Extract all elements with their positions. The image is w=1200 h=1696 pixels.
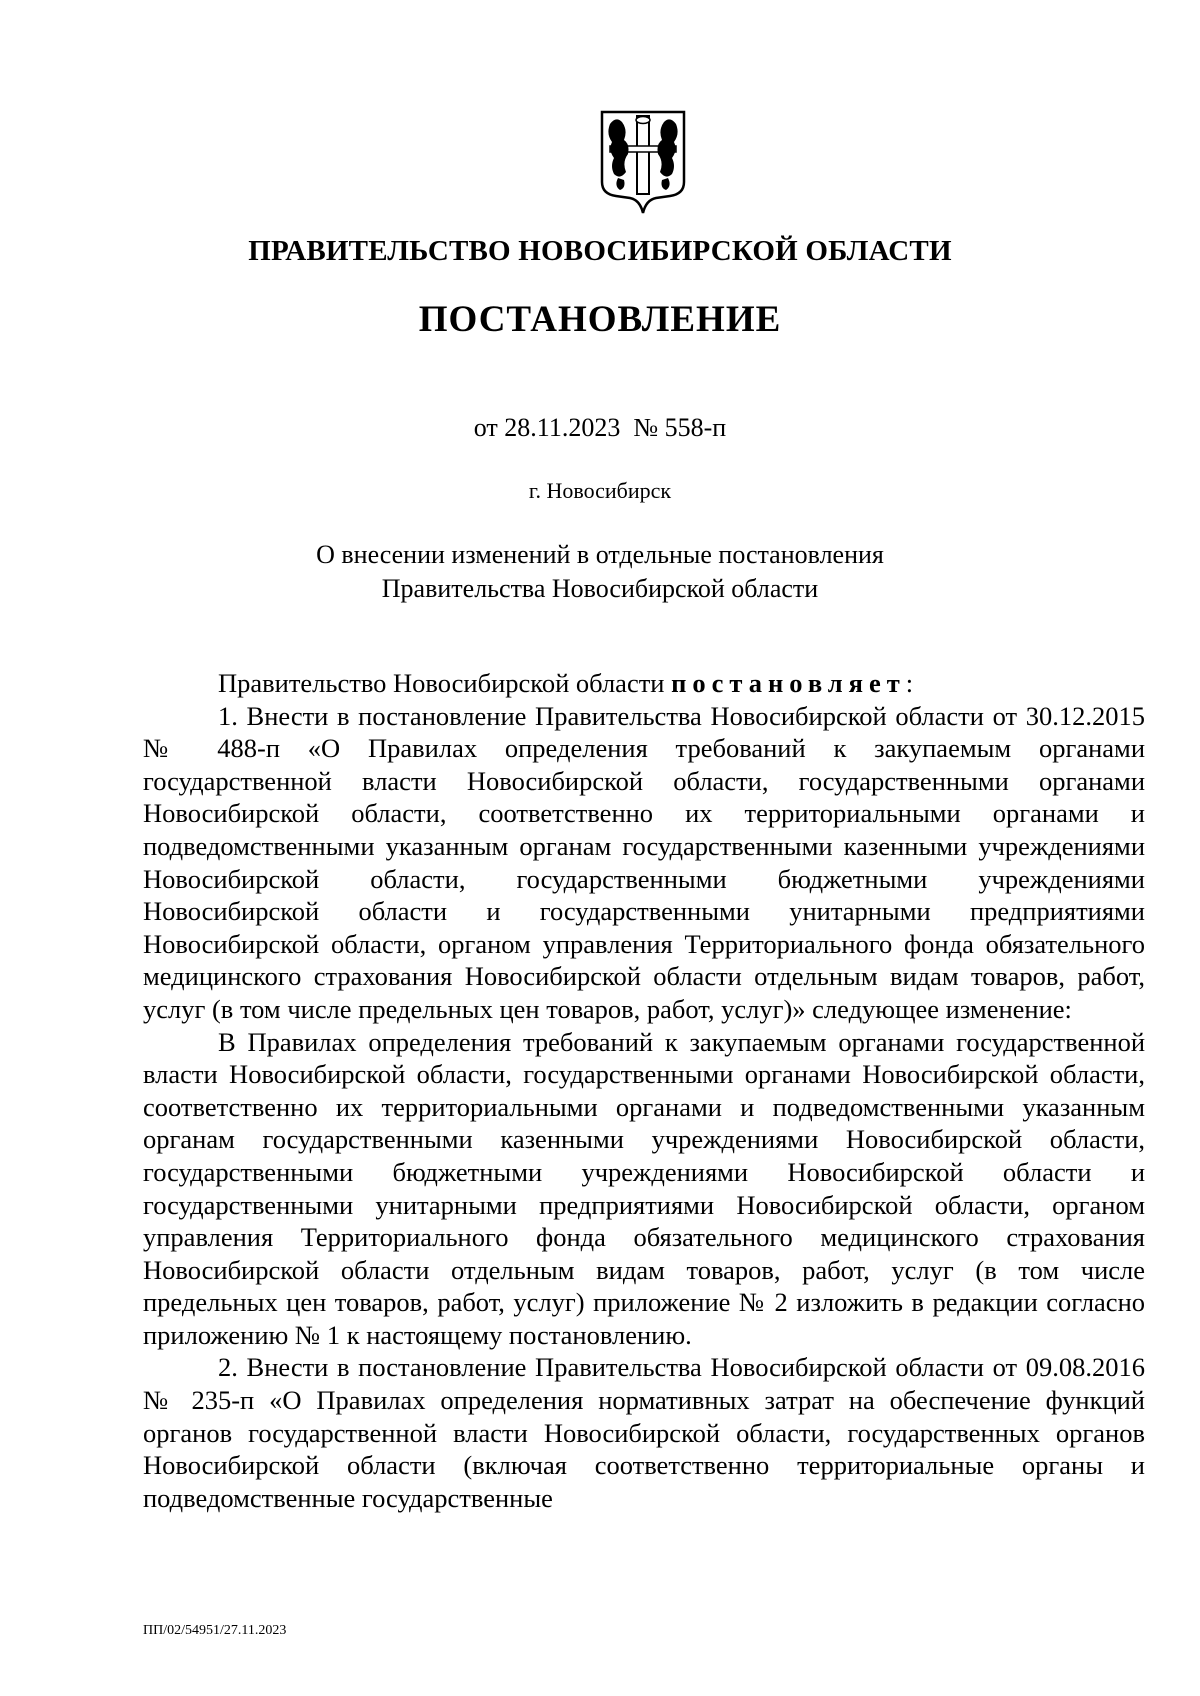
paragraph-2: В Правилах определения требований к закупаемым органами государственной власти Новосибирской области, государственными органами Новосибирской области, соответственно их территориальными органами и подведомственными указанным органам государственными казенными учреждениями Новосибирской области, государственными бюджетными учреждениями Новосибирской области и государственными унитарными предприятиями Новосибирской области, органом управления Территориального фонда обязательного медицинского страхования Новосибирской области отдельным видам товаров, работ, услуг (в том числе предельных цен товаров, работ, услуг) приложение № 2 изложить в редакции согласно приложению № 1 к настоящему постановлению. — [143, 1026, 1145, 1350]
intro-paragraph — [143, 667, 1145, 700]
intro-end: : — [905, 668, 914, 698]
document-type-title: ПОСТАНОВЛЕНИЕ — [418, 299, 782, 340]
paragraph-3: 2. Внести в постановление Правительства Новосибирской области от 09.08.2016 № 235-п «О Правилах определения нормативных затрат на обеспечение функций органов государственной власти Новосибирской области, государственных органов Новосибирской области (включая соответственно территориальные органы и подведомственные государственные — [143, 1352, 1145, 1513]
intro-lead: Правительство Новосибирской области — [218, 668, 672, 698]
document-subject — [0, 538, 1200, 606]
government-title: ПРАВИТЕЛЬСТВО НОВОСИБИРСКОЙ ОБЛАСТИ — [248, 235, 952, 267]
city-name: г. Новосибирск — [528, 478, 672, 503]
document-number: № 558-п — [633, 413, 727, 442]
document-body — [143, 667, 1145, 1514]
date-number-line — [0, 413, 1200, 443]
intro-verb: постановляет — [671, 668, 906, 698]
footer-document-code: ПП/02/54951/27.11.2023 — [143, 1623, 287, 1638]
coat-of-arms-icon — [600, 110, 686, 215]
subject-line-2: Правительства Новосибирской области — [381, 574, 819, 603]
document-date: от 28.11.2023 — [473, 413, 621, 442]
subject-line-1: О внесении изменений в отдельные постановления — [316, 540, 884, 569]
paragraph-1: 1. Внести в постановление Правительства Новосибирской области от 30.12.2015 № 488-п «О Правилах определения требований к закупаемым органами государственной власти Новосибирской области, государственными органами Новосибирской области, соответственно их территориальными органами и подведомственными указанным органам государственными казенными учреждениями Новосибирской области, государственными бюджетными учреждениями Новосибирской области и государственными унитарными предприятиями Новосибирской области, органом управления Территориального фонда обязательного медицинского страхования Новосибирской области отдельным видам товаров, работ, услуг (в том числе предельных цен товаров, работ, услуг)» следующее изменение: — [143, 700, 1145, 1024]
